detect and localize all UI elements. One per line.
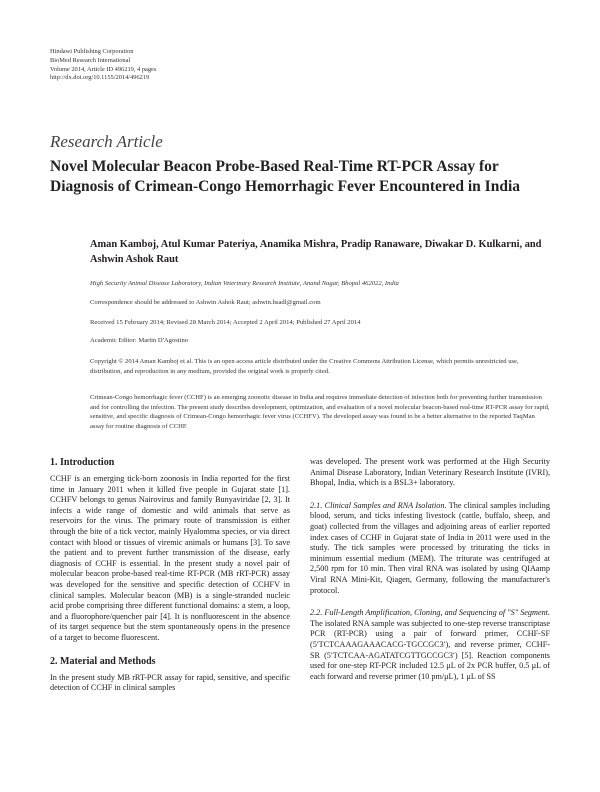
section-heading-introduction: 1. Introduction xyxy=(50,457,115,468)
intro-continued-text: was developed. The present work was performed at the High Security Animal Disease Laboratory, Indian Veterinary Research Institute (IVRI), Bhopal, India, which is a BSL3+ laboratory. xyxy=(310,457,550,488)
abstract: Crimean-Congo hemorrhagic fever (CCHF) is an emerging zoonotic disease in India and requires immediate detection of infection both for preventing further transmission and for controlling the infection. The present study describes development, optimization, and evaluation of a novel molecular beacon-based real-time RT-PCR assay for rapid, sensitive, and specific diagnosis of Crimean-Congo hemorrhagic fever virus (CCHFV). The developed assay was found to be a better alternative to the reported TaqMan assay for routine diagnosis of CCHF. xyxy=(90,394,550,430)
article-type: Research Article xyxy=(50,132,163,151)
subsection-2-2-heading: 2.2. Full-Length Amplification, Cloning, and Sequencing of "S" Segment. xyxy=(310,608,550,618)
subsection-2-2 xyxy=(310,608,550,682)
right-column xyxy=(310,457,550,682)
volume-info: Volume 2014, Article ID 496219, 4 pages xyxy=(50,65,157,73)
section-heading-methods: 2. Material and Methods xyxy=(50,655,156,667)
page-title: Novel Molecular Beacon Probe-Based Real-Time RT-PCR Assay for Diagnosis of Crimean-Congo Hemorrhagic Fever Encountered in India xyxy=(50,158,521,195)
academic-editor: Academic Editor: Martin D'Agostino xyxy=(90,337,189,344)
copyright-notice: Copyright © 2014 Aman Kamboj et al. This is an open access article distributed under the Creative Commons Attribution License, which permits unrestricted use, distribution, and reproduction in any medium, provided the original work is properly cited. xyxy=(90,358,519,375)
doi-link[interactable]: http://dx.doi.org/10.1155/2014/496219 xyxy=(50,74,150,82)
subsection-2-1 xyxy=(310,501,550,596)
journal-name: BioMed Research International xyxy=(50,56,131,64)
introduction-text: CCHF is an emerging tick-born zoonosis in India reported for the first time in January 2011 when it killed five people in Gujarat state [1]. CCHFV belongs to genus Nairovirus and family Bunyaviridae [2, 3]. It infects a wide range of domestic and wild animals that serve as reservoirs for the virus. The primary route of transmission is either through the bite of a tick vector, mainly Hyalomma species, or via direct contact with blood or tissues of viremic animals or humans [3]. To save the patient and to prevent further transmission of the disease, early diagnosis of CCHF is essential. In the present study a novel pair of molecular beacon probe-based real-time RT-PCR (MB rRT-PCR) assay was developed for the sensitive and specific detection of CCHFV in clinical samples. Molecular beacon (MB) is a single-stranded nucleic acid probe comprising three different functional domains: a stem, a loop, and a fluorophore/quencher pair [4]. It is nonfluorescent in the absence of its target sequence but the stem spontaneously opens in the presence of a target to become fluorescent. xyxy=(50,474,290,642)
subsection-2-2-text: The isolated RNA sample was subjected to one-step reverse transcriptase PCR (RT-PCR) using a pair of forward primer, CCHF-SF (5′TCTCAAAGAAACACG-TGCCGC3′), and reverse primer, CCHF-SR (5′TCTCAA-AGATATCGTTGCCGC3′) [5]. Reaction components used for one-step RT-PCR included 12.5 μL of 2x PCR buffer, 0.5 μL of each forward and reverse primer (10 pm/μL), 1 μL of SS xyxy=(310,618,550,681)
subsection-2-1-text: The clinical samples including blood, serum, and ticks infesting livestock (cattle, buffalo, sheep, and goat) collected from the villages and adjoining areas of earlier reported index cases of CCHF in Gujarat state of India in 2011 were used in the study. The tick samples were processed by triturating the ticks in minimum essential medium (MEM). The triturate was centrifuged at 2,500 rpm for 10 min. Then viral RNA was isolated by using QIAamp Viral RNA Mini-Kit, Qiagen, Germany, following the manufacturer's protocol. xyxy=(310,500,550,595)
affiliation: High Security Animal Disease Laboratory, Indian Veterinary Research Institute, Anand Nagar, Bhopal 462022, India xyxy=(90,280,399,287)
author-list: Aman Kamboj, Atul Kumar Pateriya, Anamika Mishra, Pradip Ranaware, Diwakar D. Kulkarni, and Ashwin Ashok Raut xyxy=(90,239,542,265)
subsection-2-1-heading: 2.1. Clinical Samples and RNA Isolation. xyxy=(310,500,447,510)
left-column xyxy=(50,457,290,694)
journal-meta xyxy=(50,48,156,83)
methods-text: In the present study MB rRT-PCR assay for rapid, sensitive, and specific detection of CCHF in clinical samples xyxy=(50,672,290,693)
publication-dates: Received 15 February 2014; Revised 28 March 2014; Accepted 2 April 2014; Published 27 April 2014 xyxy=(90,319,361,326)
correspondence: Correspondence should be addressed to Ashwin Ashok Raut; ashwin.hsadl@gmail.com xyxy=(90,299,321,306)
publisher: Hindawi Publishing Corporation xyxy=(50,48,134,55)
